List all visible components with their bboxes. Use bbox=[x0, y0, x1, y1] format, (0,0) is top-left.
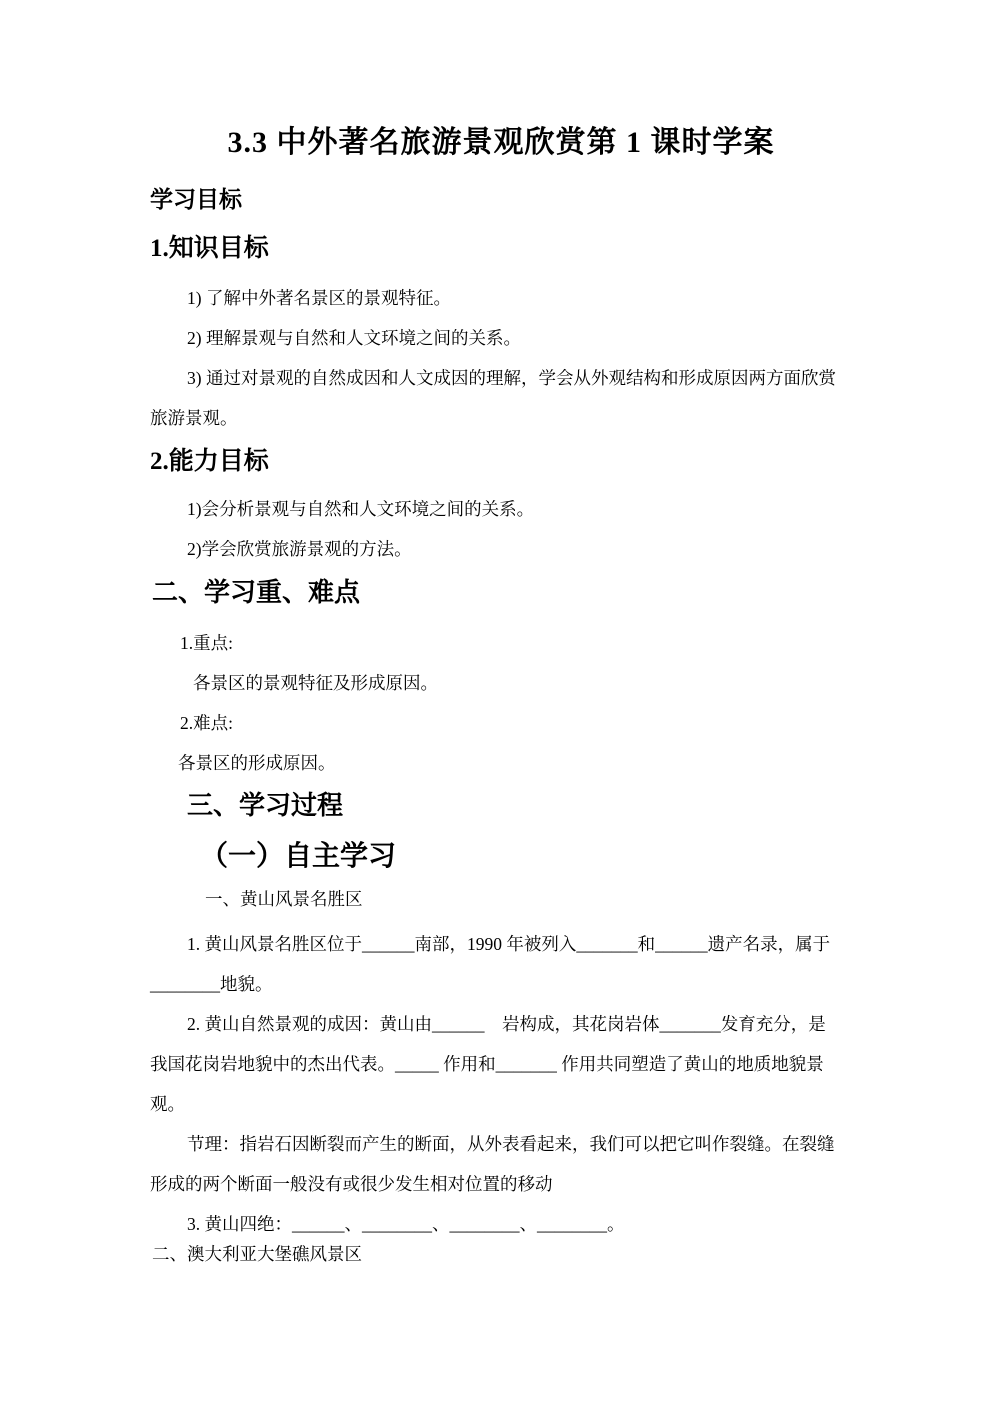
knowledge-goal-item-2: 2) 理解景观与自然和人文环境之间的关系。 bbox=[187, 328, 521, 348]
joint-definition-note-line-1: 节理：指岩石因断裂而产生的断面，从外表看起来，我们可以把它叫作裂缝。在裂缝 bbox=[187, 1134, 835, 1154]
page-title: 3.3 中外著名旅游景观欣赏第 1 课时学案 bbox=[227, 126, 775, 159]
key-point-label: 1.重点: bbox=[180, 633, 233, 653]
heading-great-barrier-reef: 二、澳大利亚大堡礁风景区 bbox=[152, 1244, 362, 1264]
huangshan-question-2-line-1: 2. 黄山自然景观的成因：黄山由______ 岩构成，其花岗岩体_______发育充分，是 bbox=[187, 1014, 826, 1034]
huangshan-question-3: 3. 黄山四绝：______、________、________、________。 bbox=[187, 1214, 625, 1234]
heading-huangshan-scenic-area: 一、黄山风景名胜区 bbox=[205, 889, 363, 909]
heading-knowledge-goals: 1.知识目标 bbox=[150, 235, 269, 262]
key-point-text: 各景区的景观特征及形成原因。 bbox=[193, 673, 438, 693]
heading-learning-process: 三、学习过程 bbox=[187, 791, 344, 820]
knowledge-goal-item-3-line-1: 3) 通过对景观的自然成因和人文成因的理解，学会从外观结构和形成原因两方面欣赏 bbox=[187, 368, 836, 388]
joint-definition-note-line-2: 形成的两个断面一般没有或很少发生相对位置的移动 bbox=[150, 1174, 553, 1194]
knowledge-goal-item-3-line-2: 旅游景观。 bbox=[150, 408, 238, 428]
difficult-point-label: 2.难点: bbox=[180, 713, 233, 733]
ability-goal-item-1: 1)会分析景观与自然和人文环境之间的关系。 bbox=[187, 499, 535, 519]
ability-goal-item-2: 2)学会欣赏旅游景观的方法。 bbox=[187, 539, 412, 559]
huangshan-question-1-line-1: 1. 黄山风景名胜区位于______南部，1990 年被列入_______和______遗产名录，属于 bbox=[187, 934, 831, 954]
knowledge-goal-item-1: 1) 了解中外著名景区的景观特征。 bbox=[187, 288, 451, 308]
heading-ability-goals: 2.能力目标 bbox=[150, 448, 269, 475]
heading-key-difficult-points: 二、学习重、难点 bbox=[152, 578, 361, 607]
heading-learning-goals: 学习目标 bbox=[150, 187, 242, 212]
huangshan-question-1-line-2: ________地貌。 bbox=[150, 974, 273, 994]
difficult-point-text: 各景区的形成原因。 bbox=[178, 753, 336, 773]
huangshan-question-2-line-2: 我国花岗岩地貌中的杰出代表。_____ 作用和_______ 作用共同塑造了黄山的地质地貌景 bbox=[150, 1054, 824, 1074]
heading-self-study: （一）自主学习 bbox=[200, 841, 397, 872]
huangshan-question-2-line-3: 观。 bbox=[150, 1094, 185, 1114]
